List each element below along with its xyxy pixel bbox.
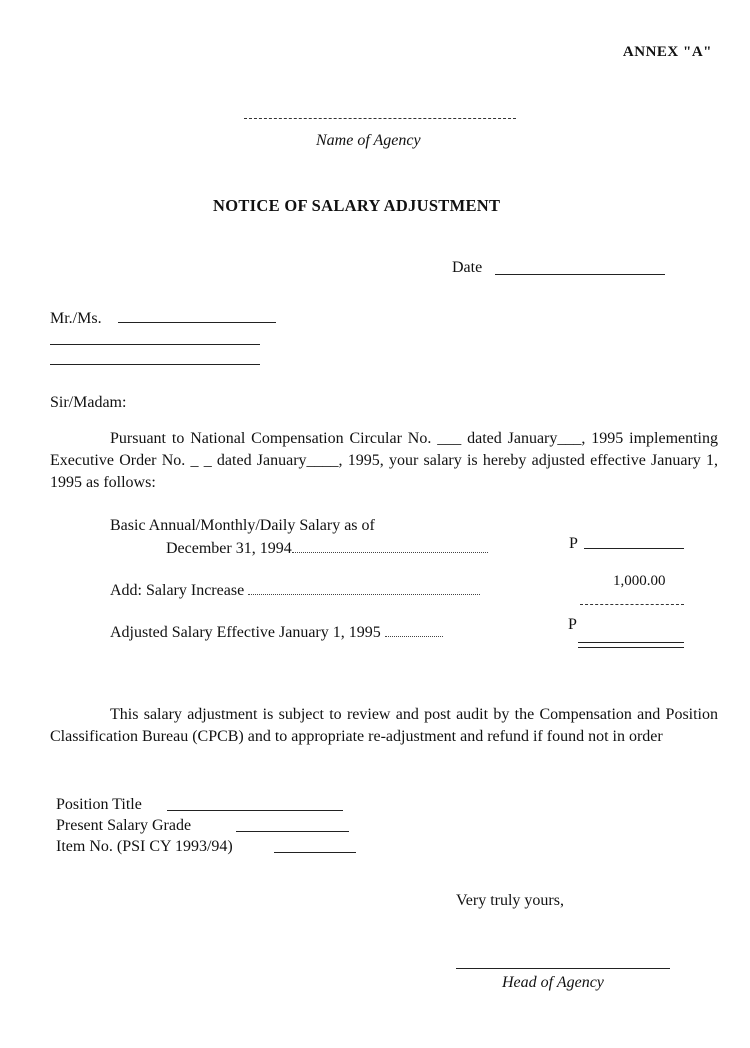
- addressee-address-line-1: [50, 344, 260, 345]
- total-double-line-top: [578, 642, 684, 643]
- paragraph-review: This salary adjustment is subject to review and post audit by the Compensation and Position Classification Bureau (CPCB) and to appropriate re-adjustment and refund if found not in order: [50, 706, 718, 745]
- subtotal-line: [580, 604, 684, 605]
- item-no-line: [274, 852, 356, 853]
- position-title-line: [167, 810, 343, 811]
- adjusted-salary-text: Adjusted Salary Effective January 1, 1995: [110, 624, 381, 641]
- basic-salary-date: December 31, 1994: [166, 540, 292, 557]
- closing-text: Very truly yours,: [456, 892, 564, 909]
- adjusted-salary-currency: P: [568, 616, 577, 633]
- agency-name-label: Name of Agency: [316, 132, 421, 149]
- salutation: Sir/Madam:: [50, 394, 127, 411]
- dot-leader: [292, 552, 488, 553]
- salary-increase-text: Add: Salary Increase: [110, 582, 245, 599]
- item-no-label: Item No. (PSI CY 1993/94): [56, 838, 233, 855]
- basic-salary-currency: P: [569, 535, 578, 552]
- paragraph-circular: Pursuant to National Compensation Circular No. ___ dated January___, 1995 implementing Executive Order No. _ _ dated January____, 1995, your salary is hereby adjusted effective January 1, 1995 as follows:: [50, 430, 718, 491]
- position-title-label: Position Title: [56, 796, 142, 813]
- total-double-line-bottom: [578, 647, 684, 648]
- addressee-label: Mr./Ms.: [50, 310, 102, 327]
- salary-increase-label: [110, 582, 480, 600]
- document-title: NOTICE OF SALARY ADJUSTMENT: [213, 196, 501, 215]
- basic-salary-amount-line: [584, 548, 684, 549]
- salary-grade-line: [236, 831, 349, 832]
- dot-leader: [248, 594, 480, 595]
- addressee-address-line-2: [50, 364, 260, 365]
- date-label: Date: [452, 259, 483, 276]
- addressee-name-line: [118, 322, 276, 323]
- salary-increase-amount: 1,000.00: [613, 573, 666, 589]
- adjusted-salary-label: [110, 624, 443, 642]
- signature-line: [456, 968, 670, 969]
- annex-label: ANNEX "A": [622, 44, 712, 60]
- agency-name-line: [244, 118, 516, 119]
- salary-grade-label: Present Salary Grade: [56, 817, 192, 834]
- date-line: [495, 274, 665, 275]
- basic-salary-label-line2: [166, 540, 488, 558]
- signatory-label: Head of Agency: [502, 974, 604, 991]
- basic-salary-label-line1: Basic Annual/Monthly/Daily Salary as of: [110, 517, 375, 534]
- dot-leader: [385, 636, 443, 637]
